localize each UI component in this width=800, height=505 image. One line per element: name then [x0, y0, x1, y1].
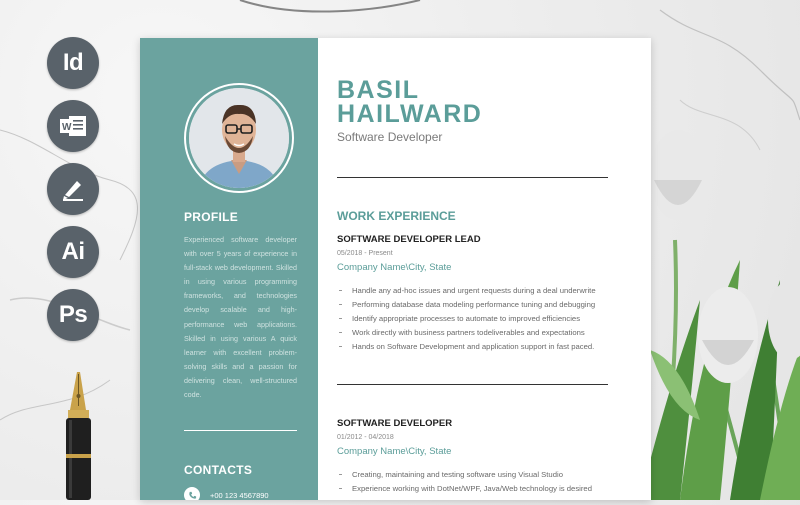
- sidebar-divider: [184, 430, 297, 431]
- list-item: Performing database data modeling performance tuning and debugging: [337, 298, 637, 312]
- software-badges: [47, 37, 99, 352]
- job-company: Company Name\City, State: [337, 446, 452, 457]
- resume-sidebar: [140, 38, 318, 500]
- list-item: Handle any ad-hoc issues and urgent requests during a deal underwrite: [337, 284, 637, 298]
- pen-tool-icon: [47, 163, 99, 215]
- indesign-icon: Id: [47, 37, 99, 89]
- list-item: Creating, maintaining and testing software using Visual Studio: [337, 468, 637, 482]
- candidate-last-name: HAILWARD: [337, 100, 483, 128]
- fountain-pen-image: [56, 370, 100, 500]
- phone-contact: [184, 487, 269, 500]
- resume-main: [318, 38, 651, 500]
- word-icon: [47, 100, 99, 152]
- candidate-name: [337, 78, 482, 126]
- job-duties-list: [337, 468, 637, 496]
- work-experience-heading: WORK EXPERIENCE: [337, 209, 456, 223]
- phone-icon: [184, 487, 200, 500]
- illustrator-icon: Ai: [47, 226, 99, 278]
- contacts-heading: CONTACTS: [184, 463, 253, 477]
- tulips-image: [640, 120, 800, 500]
- candidate-first-name: BASIL: [337, 76, 420, 104]
- photoshop-icon: Ps: [47, 289, 99, 341]
- job-role: SOFTWARE DEVELOPER LEAD: [337, 234, 481, 245]
- job-company: Company Name\City, State: [337, 262, 452, 273]
- profile-summary: Experienced software developer with over 5 years of experience in full-stack web development. Skilled in using various programming frameworks, and technologies develop scalable and high-performance web applications. Skilled in using various A quick learner with excellent problem-solving skills and a passion for delivering clean, well-structured code.: [184, 235, 297, 400]
- profile-heading: PROFILE: [184, 210, 239, 224]
- svg-text:W: W: [62, 122, 71, 133]
- phone-number: +00 123 4567890: [210, 490, 269, 500]
- list-item: Experience working with DotNet/WPF, Java/Web technology is desired: [337, 482, 637, 496]
- profile-photo-frame: [184, 83, 294, 193]
- list-item: Work directly with business partners todeliverables and expectations: [337, 326, 637, 340]
- job-divider: [337, 384, 608, 385]
- list-item: Hands on Software Development and application support in fast paced.: [337, 340, 637, 354]
- list-item: Identify appropriate processes to automate to improved efficiencies: [337, 312, 637, 326]
- job-duties-list: [337, 284, 637, 354]
- resume-card: [140, 38, 651, 500]
- candidate-title: Software Developer: [337, 130, 443, 144]
- job-role: SOFTWARE DEVELOPER: [337, 418, 453, 429]
- header-divider: [337, 177, 608, 178]
- profile-photo: [189, 88, 289, 188]
- job-dates: 05/2018 - Present: [337, 250, 393, 257]
- job-dates: 01/2012 - 04/2018: [337, 434, 394, 441]
